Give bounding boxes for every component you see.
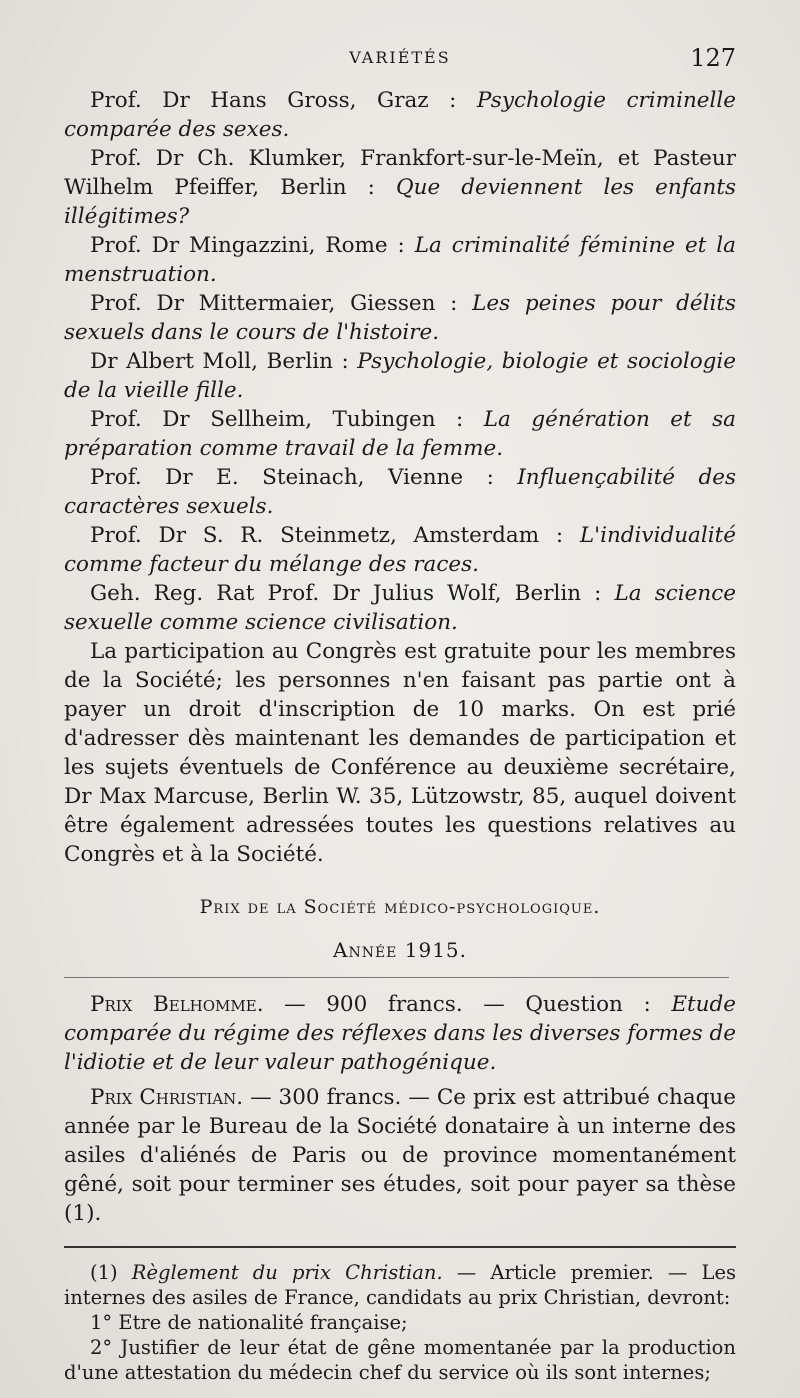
prize-name: Prix Christian. [90,1085,244,1110]
prize-text: — 300 francs. — Ce prix est attribué chaque année par le Bureau de la Société donataire à un interne des asiles d'aliénés de Paris ou de province momentanément gêné, soit pour terminer ses études, soit pour payer sa thèse (1). [64,1085,736,1226]
speaker-entry [64,521,736,579]
speaker-name: Dr Albert Moll, Berlin : [90,349,358,374]
speaker-entry [64,579,736,637]
speaker-entry [64,405,736,463]
page-number: 127 [690,44,736,72]
speaker-topic: L'individualité comme facteur du mélange des races. [64,523,736,577]
page-header [64,44,736,76]
prize-question: Etude comparée du régime des réflexes dans les diverses formes de l'idiotie et de leur valeur pathogénique. [64,992,736,1075]
speaker-topic: Psychologie criminelle comparée des sexes. [64,88,736,142]
prize-list [64,990,736,1228]
section-heading: Prix de la Société médico-psychologique. [199,896,601,918]
speaker-entry [64,463,736,521]
section-rule [64,977,729,978]
speaker-topic: La génération et sa préparation comme travail de la femme. [64,407,736,461]
speaker-topic: Que deviennent les enfants illégitimes? [64,175,737,229]
speaker-topic: La science sexuelle comme science civilisation. [64,581,736,635]
footnote-intro-text: — Article premier. — Les internes des asiles de France, candidats au prix Christian, devront: [64,1261,736,1309]
prize-text: — 900 francs. — Question : [263,992,672,1017]
speaker-entry [64,347,736,405]
footnote-item: 2° Justifier de leur état de gêne momentanée par la production d'une attestation du médecin chef du service où ils sont internes; [64,1336,736,1384]
speaker-name: Prof. Dr E. Steinach, Vienne : [90,465,518,490]
year-heading: Année 1915. [333,938,467,962]
footnote-number: (1) [90,1261,132,1284]
speaker-list [64,86,736,637]
speaker-topic: La criminalité féminine et la menstruation. [64,233,736,287]
footnote-title: Règlement du prix Christian. [131,1261,443,1284]
speaker-topic: Influençabilité des caractères sexuels. [64,465,736,519]
prize-entry [64,1083,736,1228]
speaker-name: Prof. Dr Sellheim, Tubingen : [90,407,484,432]
speaker-topic: Psychologie, biologie et sociologie de la vieille fille. [64,349,737,403]
speaker-name: Prof. Dr Mingazzini, Rome : [90,233,415,258]
speaker-name: Prof. Dr Hans Gross, Graz : [90,88,477,113]
speaker-entry [64,231,736,289]
speaker-entry [64,86,736,144]
speaker-name: Geh. Reg. Rat Prof. Dr Julius Wolf, Berlin : [90,581,615,606]
speaker-entry [64,144,736,231]
speaker-name: Prof. Dr Mittermaier, Giessen : [90,291,473,316]
body-text [64,86,736,1385]
footnote-rule [64,1246,736,1248]
speaker-topic: Les peines pour délits sexuels dans le cours de l'histoire. [64,291,736,345]
running-head: VARIÉTÉS [349,48,451,67]
footnotes [64,1260,736,1385]
speaker-name: Prof. Dr Ch. Klumker, Frankfort-sur-le-Meïn, et Pasteur Wilhelm Pfeiffer, Berlin : [64,146,736,200]
footnote-items [64,1310,736,1385]
footnote-item: 1° Etre de nationalité française; [90,1311,408,1334]
prize-entry [64,990,736,1077]
footnote-intro [64,1260,736,1310]
speaker-name: Prof. Dr S. R. Steinmetz, Amsterdam : [90,523,580,548]
participation-paragraph: La participation au Congrès est gratuite pour les membres de la Société; les personnes n'en faisant pas partie ont à payer un droit d'inscription de 10 marks. On est prié d'adresser dès maintenant les demandes de participation et les sujets éventuels de Conférence au deuxième secrétaire, Dr Max Marcuse, Berlin W. 35, Lützowstr, 85, auquel doivent être également adressées toutes les questions relatives au Congrès et à la Société. [64,639,736,867]
speaker-entry [64,289,736,347]
prize-name: Prix Belhomme. [90,992,264,1017]
